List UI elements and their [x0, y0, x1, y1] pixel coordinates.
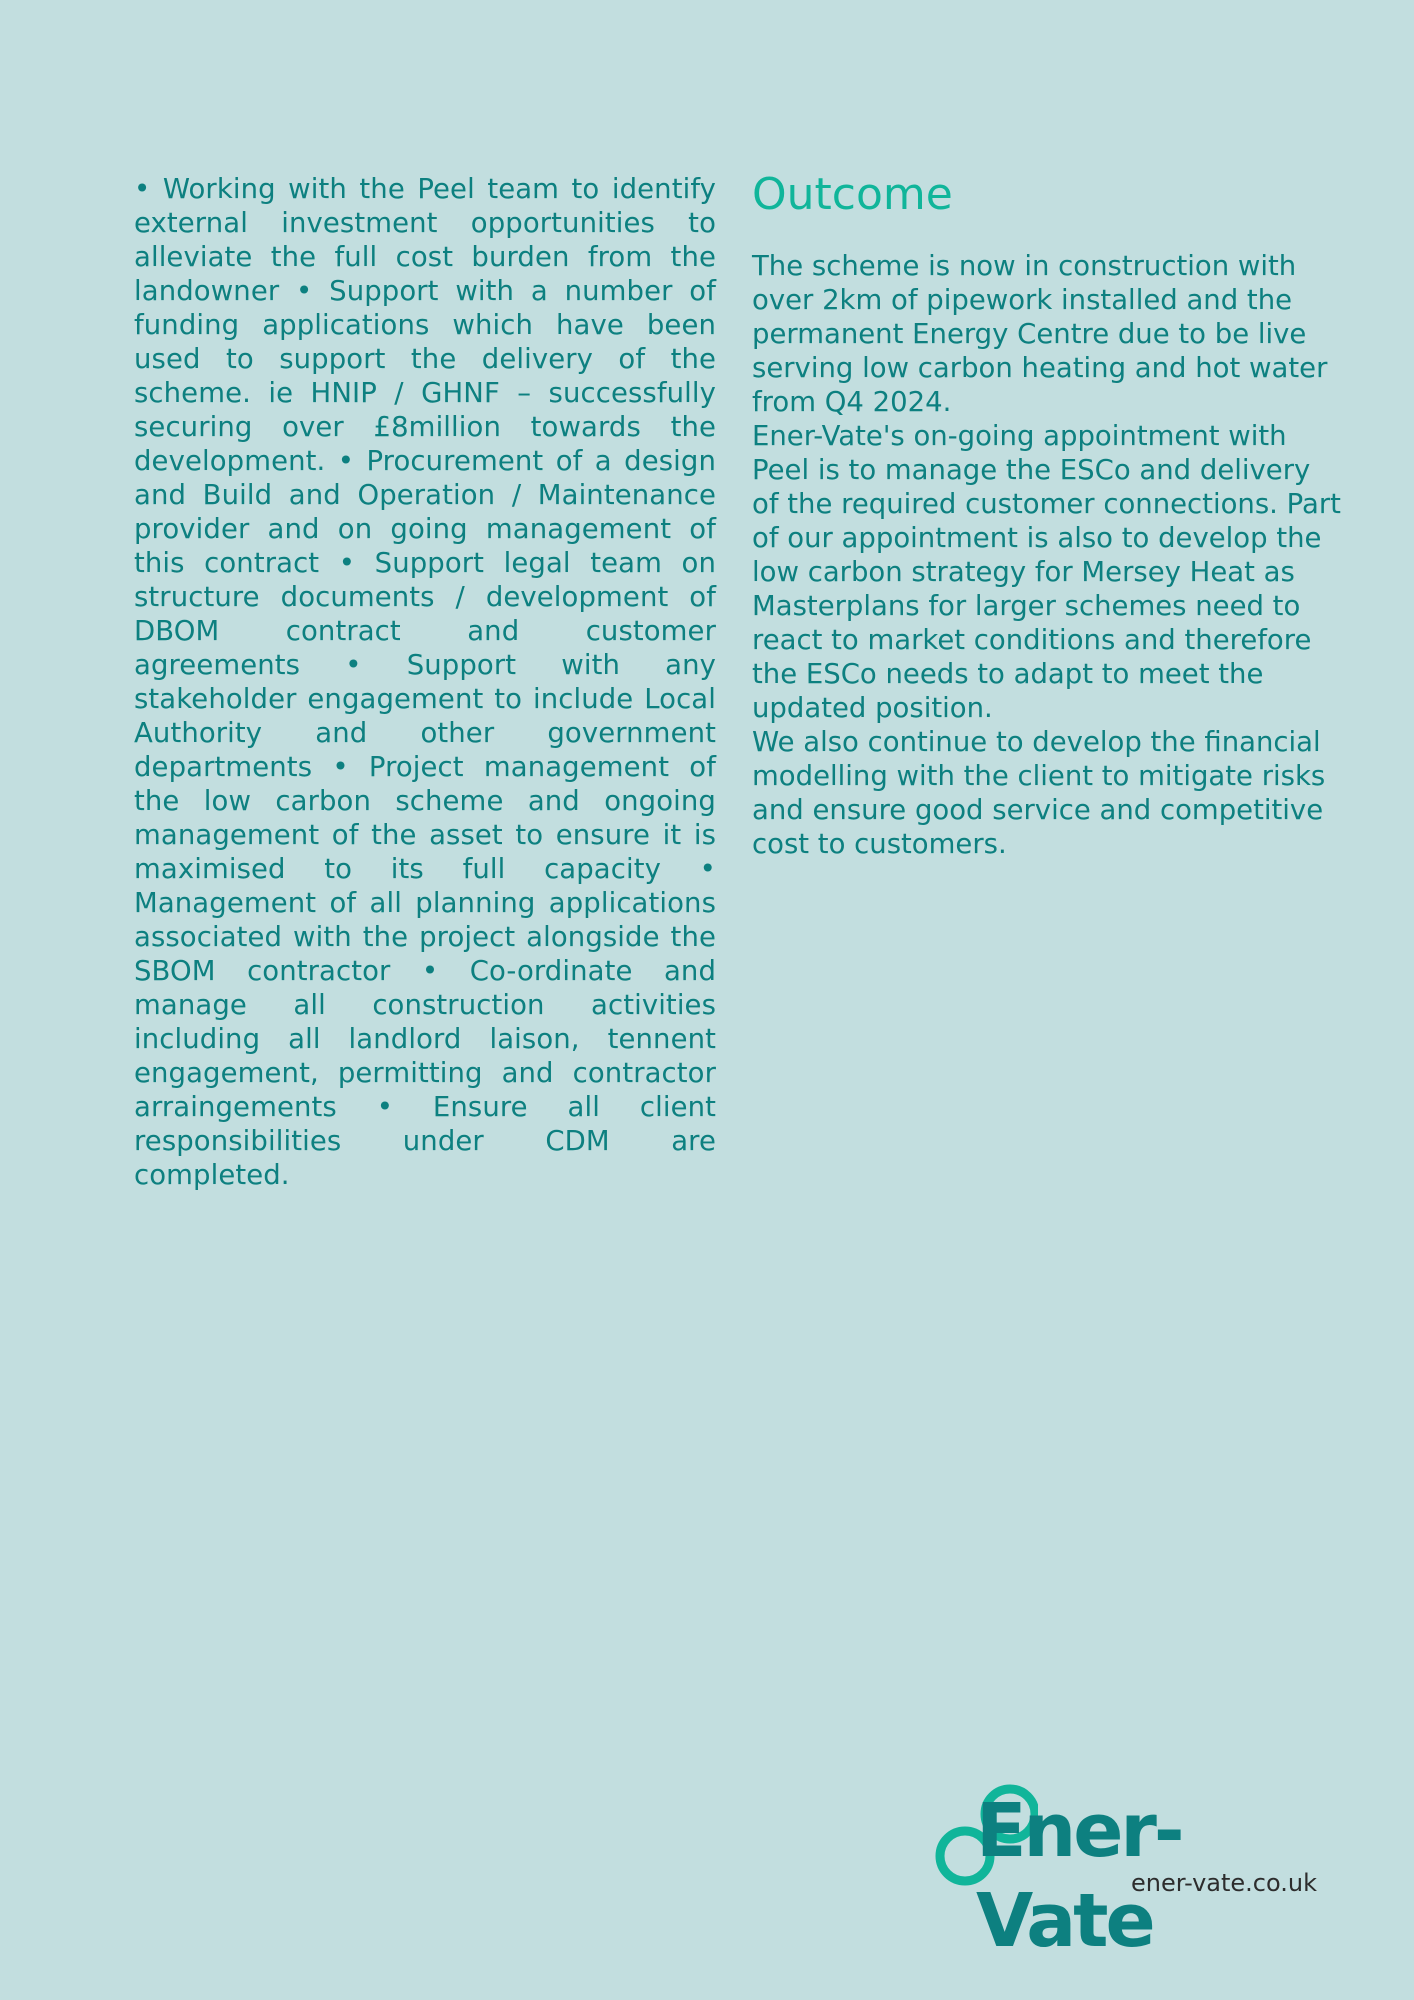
outcome-heading: Outcome — [752, 169, 953, 220]
outcome-paragraph: We also continue to develop the financial modelling with the client to mitigate risks and ensure good service and competitive cost to customers. — [752, 726, 1326, 860]
logo-wordmark: Ener-Vate — [976, 1788, 1182, 1964]
outcome-paragraph: Ener-Vate's on-going appointment with Peel is to manage the ESCo and delivery of the required customer connections. Part of our appointment is also to develop the low carbon strategy for Mersey Heat as Masterplans for larger schemes need to react to market conditions and therefore the ESCo needs to adapt to meet the updated position. — [752, 420, 1341, 724]
outcome-section — [752, 165, 1342, 861]
logo-url: ener-vate.co.uk — [1131, 1869, 1317, 1897]
services-list-text: • Working with the Peel team to identify external investment opportunities to alleviate the full cost burden from the landowner • Support with a number of funding applications which have been used to support the delivery of the scheme. ie HNIP / GHNF – successfully securing over £8million towards the development. • Procurement of a design and Build and Operation / Maintenance provider and on going management of this contract • Support legal team on structure documents / development of DBOM contract and customer agreements • Support with any stakeholder engagement to include Local Authority and other government departments • Project management of the low carbon scheme and ongoing management of the asset to ensure it is maximised to its full capacity • Management of all planning applications associated with the project alongside the SBOM contractor • Co-ordinate and manage all construction activities including all landlord laison, tennent engagement, permitting and contractor arraingements • Ensure all client responsibilities under CDM are completed. — [134, 173, 716, 1191]
ener-vate-logo — [928, 1782, 1320, 1964]
outcome-paragraph: The scheme is now in construction with over 2km of pipework installed and the permanent Energy Centre due to be live serving low carbon heating and hot water from Q4 2024. — [752, 250, 1328, 418]
services-list-column — [134, 172, 716, 1192]
